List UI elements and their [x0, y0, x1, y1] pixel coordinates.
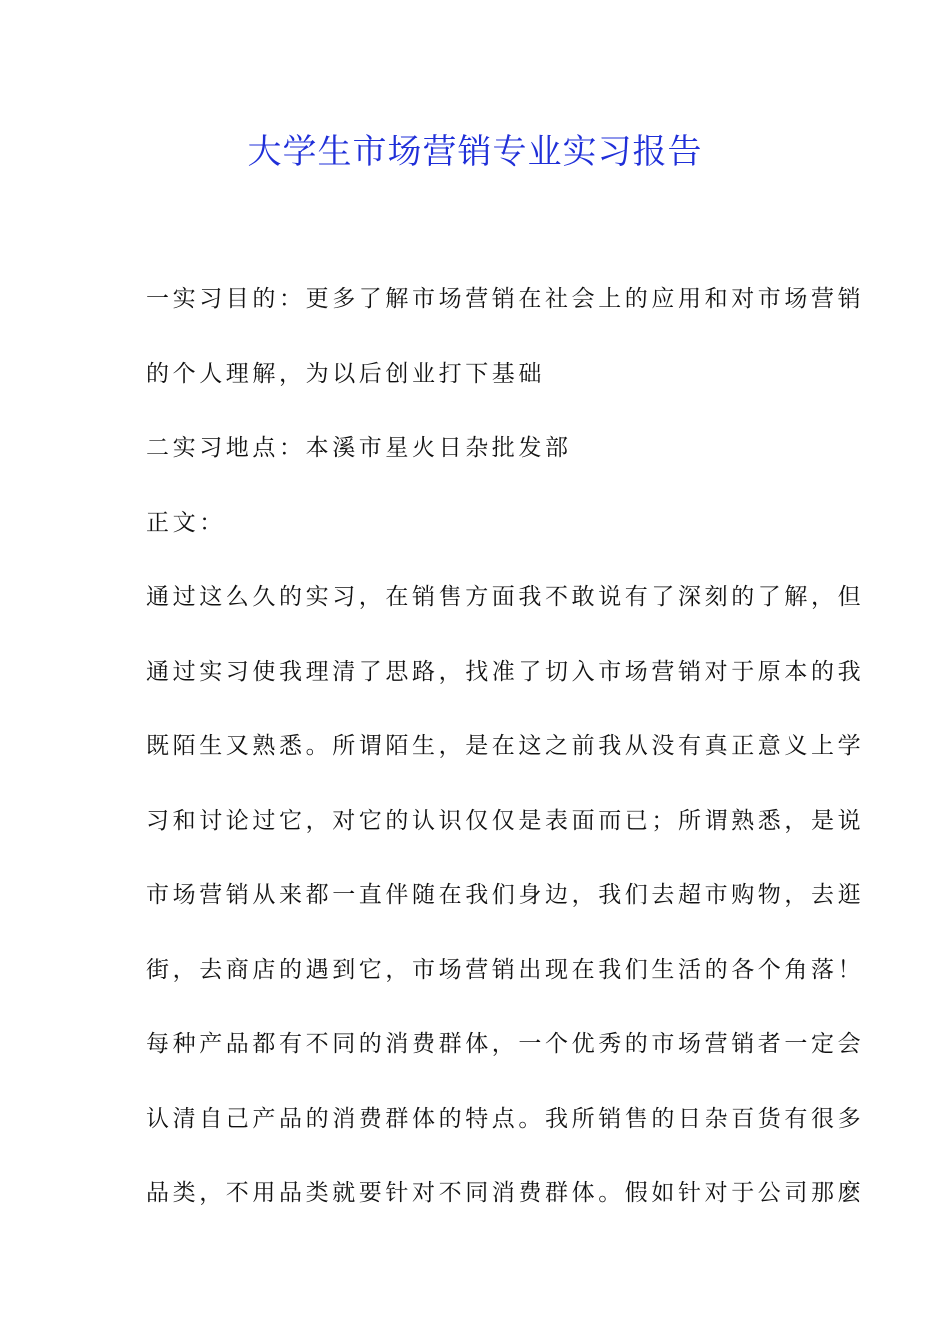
- body-line: 二实习地点：本溪市星火日杂批发部: [146, 435, 572, 461]
- body-line: 的个人理解，为以后创业打下基础: [146, 360, 545, 387]
- body-line: 习和讨论过它，对它的认识仅仅是表面而已；所谓熟悉，是说: [146, 807, 865, 834]
- document-body: [146, 262, 865, 1231]
- body-line: 市场营销从来都一直伴随在我们身边，我们去超市购物，去逛: [146, 882, 865, 908]
- body-line: 一实习目的：更多了解市场营销在社会上的应用和对市场营销: [146, 286, 865, 312]
- body-line: 既陌生又熟悉。所谓陌生，是在这之前我从没有真正意义上学: [146, 733, 865, 759]
- body-line: 街，去商店的遇到它，市场营销出现在我们生活的各个角落！: [146, 956, 865, 983]
- body-line: 认清自己产品的消费群体的特点。我所销售的日杂百货有很多: [146, 1105, 865, 1132]
- document-title: 大学生市场营销专业实习报告: [247, 132, 703, 172]
- body-line: 每种产品都有不同的消费群体，一个优秀的市场营销者一定会: [146, 1031, 865, 1057]
- body-line: 通过实习使我理清了思路，找准了切入市场营销对于原本的我: [146, 658, 865, 685]
- body-line: 品类，不用品类就要针对不同消费群体。假如针对于公司那麽: [146, 1180, 865, 1206]
- body-line: 正文：: [146, 509, 226, 536]
- body-line: 通过这么久的实习，在销售方面我不敢说有了深刻的了解，但: [146, 584, 865, 610]
